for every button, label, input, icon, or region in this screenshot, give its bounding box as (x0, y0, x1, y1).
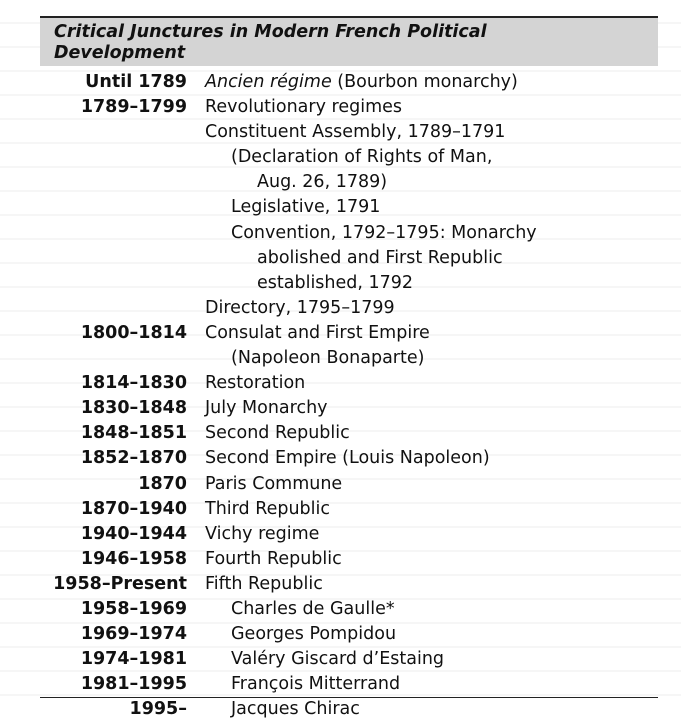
table-row (0, 697, 681, 722)
row-description: Jacques Chirac (231, 699, 360, 720)
table-row (0, 221, 681, 246)
row-description: Third Republic (205, 498, 330, 519)
table-row (0, 647, 681, 672)
table-row (0, 195, 681, 220)
row-description: Second Republic (205, 423, 350, 444)
row-description: Restoration (205, 373, 306, 394)
row-description: abolished and First Republic (257, 247, 503, 268)
table-row (0, 597, 681, 622)
row-date: 1852–1870 (80, 448, 187, 469)
row-description: July Monarchy (205, 398, 328, 419)
table-row (0, 672, 681, 697)
row-description: Georges Pompidou (231, 624, 397, 645)
row-date: Until 1789 (85, 72, 187, 92)
table-row (0, 296, 681, 321)
row-description: François Mitterrand (231, 674, 401, 695)
row-description: Consulat and First Empire (205, 322, 430, 343)
table-row (0, 622, 681, 647)
table-title-line-2: Development (54, 43, 186, 63)
table-row (0, 170, 681, 195)
table-row (0, 396, 681, 421)
table-row (0, 472, 681, 497)
row-description: Fifth Republic (205, 573, 323, 594)
row-description: (Napoleon Bonaparte) (231, 348, 425, 369)
row-date: 1789–1799 (80, 97, 187, 118)
row-description: Valéry Giscard d’Estaing (231, 649, 445, 670)
table-row (0, 70, 681, 95)
row-date: 1969–1974 (80, 624, 187, 645)
row-date: 1981–1995 (80, 674, 187, 695)
row-description: established, 1792 (257, 272, 414, 293)
row-description: Aug. 26, 1789) (257, 172, 388, 193)
row-description-rest: (Bourbon monarchy) (331, 72, 518, 92)
table-row (0, 371, 681, 396)
table-row (0, 95, 681, 120)
row-description: Charles de Gaulle* (231, 598, 395, 619)
row-date: 1995– (129, 699, 187, 720)
table-title-line-1: Critical Junctures in Modern French Political (54, 22, 487, 42)
table-row (0, 321, 681, 346)
row-date: 1974–1981 (80, 649, 187, 670)
row-description: Fourth Republic (205, 548, 342, 569)
table-row (0, 120, 681, 145)
row-date: 1800–1814 (80, 322, 187, 343)
row-date: 1940–1944 (80, 523, 187, 544)
table-row (0, 346, 681, 371)
table-row (0, 246, 681, 271)
table-row (0, 446, 681, 471)
row-date: 1958–1969 (80, 598, 187, 619)
table-row (0, 572, 681, 597)
table-row (0, 421, 681, 446)
row-description: Convention, 1792–1795: Monarchy (231, 222, 537, 243)
table-row (0, 522, 681, 547)
table-row (0, 497, 681, 522)
row-date: 1848–1851 (80, 423, 187, 444)
table-header (40, 16, 658, 66)
row-date: 1830–1848 (80, 398, 187, 419)
row-description: Constituent Assembly, 1789–1791 (205, 122, 506, 143)
timeline-table (0, 70, 681, 722)
row-description: Second Empire (Louis Napoleon) (205, 448, 490, 469)
row-description: Revolutionary regimes (205, 97, 402, 118)
row-description-italic: Ancien régime (205, 72, 332, 92)
row-date: 1870–1940 (80, 498, 187, 519)
row-date: 1946–1958 (80, 548, 187, 569)
table-row (0, 547, 681, 572)
row-date: 1814–1830 (80, 373, 187, 394)
row-date: 1870 (138, 473, 187, 494)
row-description: Legislative, 1791 (231, 197, 381, 218)
row-description: Paris Commune (205, 473, 343, 494)
row-date: 1958–Present (53, 573, 187, 594)
row-description (205, 70, 518, 95)
table-row (0, 145, 681, 170)
table-title (54, 22, 574, 64)
row-description: Directory, 1795–1799 (205, 297, 395, 318)
table-row (0, 271, 681, 296)
row-description: Vichy regime (205, 523, 320, 544)
row-description: (Declaration of Rights of Man, (231, 147, 493, 168)
bottom-divider (40, 697, 658, 698)
